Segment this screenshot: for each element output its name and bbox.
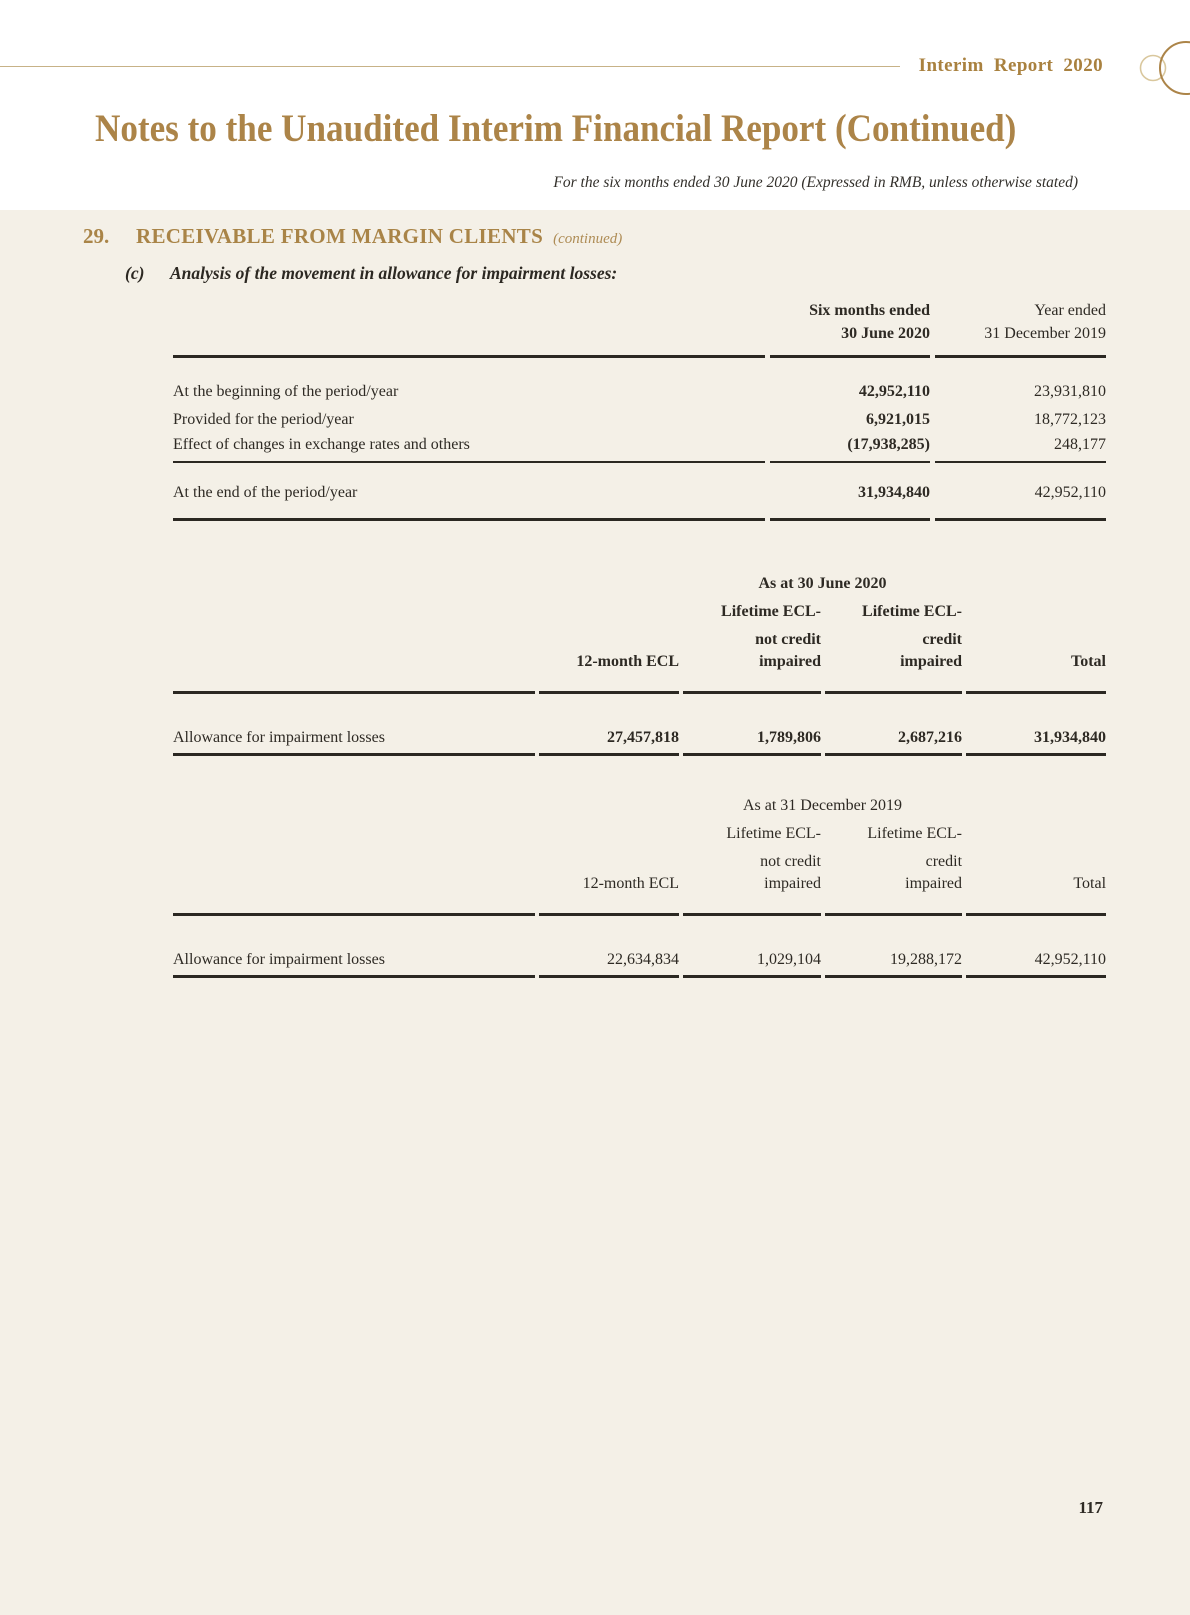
column-header: Total [966, 875, 1106, 915]
value-cell: 19,288,172 [825, 949, 962, 977]
column-header: 12-month ECL [539, 875, 679, 915]
column-header: Total [966, 653, 1106, 693]
row-label: Allowance for impairment losses [173, 727, 535, 755]
subsection-letter: (c) [125, 263, 145, 283]
column-header: credit [922, 630, 962, 648]
column-header: Lifetime ECL- [867, 825, 963, 842]
column-header: 12-month ECL [539, 653, 679, 693]
empty-cell [173, 325, 765, 357]
column-header: not credit [760, 852, 821, 870]
report-edition-label: Interim Report 2020 [918, 55, 1103, 76]
subsection-title: Analysis of the movement in allowance for impairment losses: [170, 263, 618, 283]
table-caption: As at 30 June 2020 [758, 575, 887, 592]
page-header [0, 0, 1190, 210]
value-cell: 6,921,015 [866, 410, 930, 428]
value-cell: 1,029,104 [683, 949, 821, 977]
row-label: Effect of changes in exchange rates and others [173, 434, 765, 462]
column-header-prior: Year ended [1034, 302, 1106, 319]
column-header: impaired [683, 653, 821, 693]
column-header: Lifetime ECL- [862, 603, 962, 620]
row-label: Allowance for impairment losses [173, 949, 535, 977]
table-caption: As at 31 December 2019 [742, 797, 903, 814]
section-number: 29. [83, 224, 110, 248]
column-header: impaired [683, 875, 821, 915]
value-cell: (17,938,285) [770, 434, 930, 462]
empty-cell [173, 297, 765, 325]
value-cell: 42,952,110 [858, 382, 930, 400]
column-header: impaired [825, 653, 962, 693]
value-cell: 27,457,818 [539, 727, 679, 755]
document-title: Notes to the Unaudited Interim Financial Report (Continued) [95, 107, 1017, 150]
value-cell: 18,772,123 [1034, 410, 1106, 428]
section-title [136, 224, 622, 249]
value-cell: 42,952,110 [966, 949, 1106, 977]
table-row [173, 434, 1106, 462]
section-title-text: RECEIVABLE FROM MARGIN CLIENTS [136, 224, 544, 248]
section-continued-label: (continued) [553, 231, 623, 247]
column-header: not credit [755, 630, 821, 648]
column-header-prior-date: 31 December 2019 [935, 325, 1106, 357]
movement-table [173, 297, 1106, 521]
table-row [173, 378, 1106, 406]
page-number: 117 [1078, 1498, 1103, 1517]
ecl-table-2020 [173, 570, 1106, 756]
column-header: impaired [825, 875, 962, 915]
header-hairline [0, 66, 900, 67]
overlapping-circles-logo-icon [1128, 40, 1190, 96]
row-label: At the beginning of the period/year [173, 382, 399, 400]
value-cell: 31,934,840 [966, 727, 1106, 755]
ecl-table-2019 [173, 792, 1106, 978]
value-cell: 2,687,216 [825, 727, 962, 755]
table-row [173, 406, 1106, 434]
value-cell: 31,934,840 [770, 484, 930, 520]
page-body [0, 210, 1190, 1615]
value-cell: 248,177 [935, 434, 1106, 462]
table-row [173, 949, 1106, 977]
value-cell: 42,952,110 [935, 484, 1106, 520]
column-header: credit [925, 852, 963, 870]
row-label: Provided for the period/year [173, 410, 354, 428]
column-header: Lifetime ECL- [726, 825, 821, 842]
value-cell: 23,931,810 [1034, 382, 1106, 400]
column-header-current-date: 30 June 2020 [770, 325, 930, 357]
column-header-current: Six months ended [809, 302, 930, 319]
value-cell: 22,634,834 [539, 949, 679, 977]
document-subtitle: For the six months ended 30 June 2020 (Expressed in RMB, unless otherwise stated) [553, 174, 1078, 191]
table-total-row [173, 484, 1106, 520]
column-header: Lifetime ECL- [721, 603, 821, 620]
row-label: At the end of the period/year [173, 484, 765, 520]
value-cell: 1,789,806 [683, 727, 821, 755]
table-row [173, 727, 1106, 755]
